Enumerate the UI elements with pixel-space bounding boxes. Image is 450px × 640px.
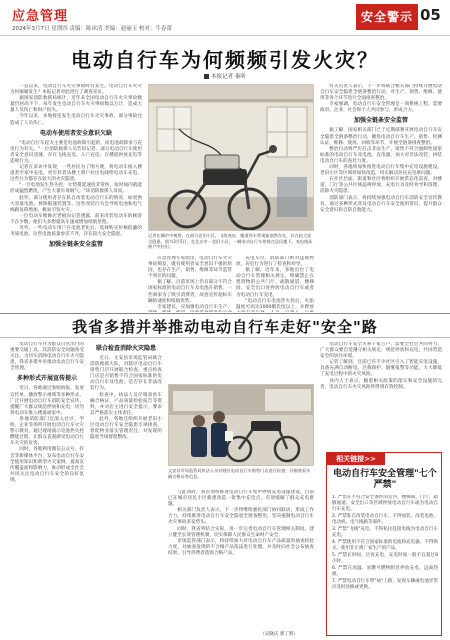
- body-paragraph: 今年以来，多地接连发生电动自行车火灾事故，部分事故还造成了人员伤亡。: [10, 114, 142, 126]
- article2-column-1: [10, 342, 84, 634]
- body-paragraph: 检查中，执法人员仔细查看车辆合格证、产品质量检验报告等资料，并对店主进行安全提示，要求其严格落实主体责任。: [90, 392, 162, 416]
- article2-headline: 我省多措并举推动电动自行车走好"安全"路: [72, 318, 378, 336]
- article1-column-3: [236, 256, 314, 312]
- body-paragraph: 此外，部分使用者存在私自改装电动自行车的情况，如更换大容量电池、拆除限速装置等。这些改装行为会导致电池和电气线路负荷增加，极易引发火灾。: [10, 195, 142, 213]
- body-paragraph: 在社区层面，街道和社区将组织开展常态化巡查，对楼道、门厅等公共区域违规停放、充电行为及时劝导和清理，消除火灾隐患。: [320, 177, 442, 195]
- body-paragraph: 同时，各地利用微信公众号、抖音等新媒体平台，发布电动自行车安全使用知识和典型火灾案例，提高宣传覆盖面和影响力，推动形成全社会共同关注电动自行车安全的良好氛围。: [10, 447, 84, 483]
- page-number: 05: [420, 6, 441, 24]
- section-subheading: 加强全链条安全监管: [353, 117, 408, 125]
- headline-underline: [0, 337, 450, 338]
- article1-column-4: [320, 84, 442, 312]
- body-paragraph: 电动自行车安全关系千家万户，需要全社会共同努力。广大群众要自觉遵守相关规定，规范停放和充电，共同营造安全的居住环境。: [320, 342, 442, 360]
- body-paragraph: 消防部门表示，将持续加强电动自行车消防安全宣传教育，通过多种形式普及电动自行车安全使用常识，提升群众安全意识和自防自救能力。: [320, 195, 442, 213]
- related-links-tag: 相关链接>>: [327, 453, 385, 465]
- body-paragraph: 专家强调，电动自行车安全管理是一项系统工程，需要政府、企业、社会和个人共同参与，形成合力。: [320, 102, 442, 114]
- byline-square-icon: [204, 74, 209, 79]
- article1-column-4-continued: [320, 342, 442, 446]
- tips-item: 1. 严禁在不符合安全条件的室内、楼梯间、门厅、疏散通道、安全出口等区域停放电动自行车或为电动自行车充电。: [332, 495, 438, 512]
- ebike-photo-illustration: [149, 85, 314, 231]
- body-paragraph: 市场监管部门表示，将持续加大对电动自行车产品质量的抽查检验力度，对抽查发现的不合格产品依法进行处理，并及时向社会公布抽查结果，引导消费者选购合格产品。: [168, 538, 314, 556]
- section-subheading: 加强全链条安全监管: [48, 241, 103, 249]
- tips-item: 7. 严禁电动自行车带"病"上路，发现车辆或电池异常应及时送修或更换。: [332, 579, 438, 590]
- tips-item: 4. 严禁使用不符合国家标准的电池和充电器，不得购买、使用非正规厂家生产的产品。: [332, 540, 438, 551]
- section-subheading: 电动车使用者安全意识欠缺: [39, 129, 112, 137]
- issue-info: 2024年3月7日 星期四 责编：陈冰清 美编：赵丽玉 校对：牛春蕾: [12, 26, 172, 32]
- article2-credit: （吴晓庆 郭丁辉）: [260, 632, 299, 637]
- article2-column-3: [168, 490, 314, 628]
- body-paragraph: 近日，各地通过张贴海报、发放宣传单、播放警示视频等多种形式，广泛开展电动自行车消防安全宣传，提醒广大群众规范停放和充电，切勿将电动车推入楼道或家中。: [10, 386, 84, 416]
- section-subheading: 联合检查消除火灾隐患: [95, 345, 156, 352]
- masthead: [0, 0, 450, 36]
- article1-byline-text: 本报记者 秦昕: [211, 74, 246, 80]
- related-links-box: [326, 452, 442, 636]
- body-paragraph: 近日，文安县市场监管局联合消防救援大队，对辖区电动自行车销售门店开展联合检查，重点检查门店是否销售不符合国家标准的电动自行车及电池，是否存在非法改装行为。: [90, 356, 162, 392]
- section-name: 应急管理: [12, 9, 69, 24]
- body-paragraph: 据了解，国家相关部门已于近期部署开展电动自行车安全隐患全链条整治行动，聚焦电动自行车生产、销售、检测认证、维修、使用、回收等环节，开展全链条排查整治。: [320, 128, 442, 146]
- body-paragraph: 同时，我省将结合实际，进一步完善电动自行车管理相关制度，建立健全长效管理机制，切实保障人民群众生命财产安全。: [168, 526, 314, 538]
- inspection-photo-illustration: [169, 385, 314, 466]
- body-paragraph: 另外，一些电动车用户在电池老化后，选择购买价格低廉的劣质电池，这些电池质量参差不齐，存在较大安全隐患。: [10, 225, 142, 238]
- body-paragraph: "电动自行车电池热失控后，火焰温度可高达1000摄氏度以上，并释放: [236, 298, 314, 310]
- body-paragraph: 整治行动将严厉打击非法生产、销售不符合强制性国家标准的电动自行车及电池、充电器，加大对非法改装、拼装电动自行车的查处力度。: [320, 146, 442, 164]
- article1-byline: [0, 72, 450, 80]
- article2-photo-caption: 文安县市场监管局执法人员对辖区电动自行车销售门店进行检查，仔细查看车辆合格证等信息。: [168, 468, 311, 479]
- article1-headline: 电动自行车为何频频引发火灾？: [71, 48, 379, 72]
- body-paragraph: 专家建议，应加强电动自行车生产、: [157, 304, 232, 310]
- tips-item: 2. 严禁私自改装电动自行车，不得加装、改装电池、电动机、电气线路等部件。: [332, 514, 438, 525]
- body-paragraph: 据国家消防救援局统计，近年来全国电动自行车火灾事故数量仍居高不下，每年发生电动自行车火灾事故数以万计，造成大量人员伤亡和财产损失。: [10, 96, 142, 114]
- body-paragraph: 记者在采访中发现，一些居民为了图方便，将电动车推入楼道甚至家中充电，更有甚者从楼上窗户拉出电线给电动车充电。这些行为都存在较大的火灾隐患。: [10, 165, 142, 183]
- body-paragraph: 记者了解到，目前已有不少社区引入了智能充电设施，具备充满自动断电、过载保护、烟雾报警等功能，大大降低了充电过程中的火灾风险。: [320, 360, 442, 378]
- body-paragraph: 充电车位，消防部门则对违规停放、充电行为进行了检查和劝导。: [236, 256, 314, 268]
- body-paragraph: 同时，各地将加快推进电动自行车集中充电设施建设，老旧小区等区域将加快改造，切实解决居民充电难问题。: [320, 165, 442, 177]
- ebike-charging-photo: [148, 84, 314, 231]
- tips-list: [332, 495, 438, 631]
- tips-item: 5. 严禁长时间、过夜充电，充电时间一般不宜超过8小时。: [332, 553, 438, 564]
- body-paragraph: 一位电动车维修店老板向记者透露，前来改装电动车的顾客不在少数，他们大多想提高车速或增加续航里程。: [10, 213, 142, 225]
- section-subheading: 多种形式开展宣传提示: [16, 375, 77, 383]
- article1-photo-caption: 记者在城市中观察，在部分老旧小区，飞线充电、楼道停车等现象依然存在，存在较大安全隐患。图为3月5日，在北京市一老旧小区，一辆电动自行车停放在居民楼下，充电线从窗户中拉出。: [148, 233, 313, 250]
- body-paragraph: 电动自行车作为群众日常出行的重要交通工具，其消防安全问题备受关注。为切实消除电动自行车火灾隐患，我省多措并举推动电动自行车安全管理。: [10, 342, 84, 372]
- tips-item: 6. 严禁在高温、易燃可燃物附近停放充电，远离热源。: [332, 566, 438, 577]
- body-paragraph: 据了解，近年来，多地出台了电动自行车管理相关规定，明确禁止在建筑物的公共门厅、疏散通道、楼梯间、安全出口处停放电动自行车或者为电动自行车充电。: [236, 268, 314, 298]
- body-paragraph: 相关部门负责人表示，下一步将继续强化部门协同联动，形成工作合力，持续推进电动自行车安全隐患全链条整治，坚决遏制电动自行车火灾事故多发势头。: [168, 508, 314, 526]
- body-paragraph: 与此同时，我省加快推进电动自行车集中停放充电设施建设，目前已在城市居民小区新建改造一批集中充电点，有效缓解了群众充电难题。: [168, 490, 314, 508]
- body-paragraph: "电动自行车起火主要是电池故障引起的，而电池故障多与充电行为有关。"一位消防救援人员告诉记者，部分电动自行车使用者安全意识淡薄，存在飞线充电、入户充电、在楼道停放充电等违规行为。: [10, 140, 142, 164]
- inspection-photo: [168, 384, 314, 466]
- body-paragraph: 应急管理专家指出，电动自行车火灾事故频发，既有使用者安全意识不强的原因，也存在生产、销售、维修等环节监管不到位的问题。: [148, 256, 232, 280]
- body-paragraph: 此外，各地还组织开展老旧小区电动自行车安全隐患专项排查，督促物业落实管理责任，对发现的隐患当场督促整改。: [90, 416, 162, 441]
- article1-column-2: [148, 256, 232, 312]
- body-paragraph: 据了解，目前市场上仍有部分不符合国家标准的电动自行车及电池在销售，一些商家为了吸引消费者，故意宣传超标车辆的速度和续航优势。: [148, 280, 232, 304]
- tips-title: 电动自行车安全管理"七个严禁": [333, 469, 437, 490]
- tips-item: 3. 严禁"飞线"充电，不得私拉乱接电线为电动自行车充电。: [332, 527, 438, 538]
- body-paragraph: "一旦电池发生热失控，火势蔓延速度非常快，短时间内就能形成猛烈燃烧，产生大量有毒烟气。"该消防救援人员说。: [10, 183, 142, 195]
- article2-column-2: [90, 342, 162, 634]
- body-paragraph: 有关负责人表示，下一步将联合相关部门持续开展电动自行车安全隐患全链条整治行动，对生产、销售、维修、使用等各个环节进行全面排查整治。: [320, 84, 442, 102]
- safety-warning-label: 安全警示: [356, 4, 418, 30]
- body-paragraph: 各地消防部门还深入社区、学校、企业等场所开展电动自行车火灾警示教育，通过现场演示电池热失控燃烧过程，让群众直观感受电动自行车火灾的危害。: [10, 416, 84, 447]
- body-paragraph: 业内人士表示，随着相关政策的落实和安全设施的完善，电动自行车火灾风险将得到有效控制。: [320, 378, 442, 390]
- body-paragraph: 一直以来，电动自行车火灾事故时有发生。电动自行车火灾为何屡屡发生？本报记者对此进行了调查采访。: [10, 84, 142, 96]
- section-divider: [0, 313, 450, 314]
- article1-column-1: [10, 84, 142, 312]
